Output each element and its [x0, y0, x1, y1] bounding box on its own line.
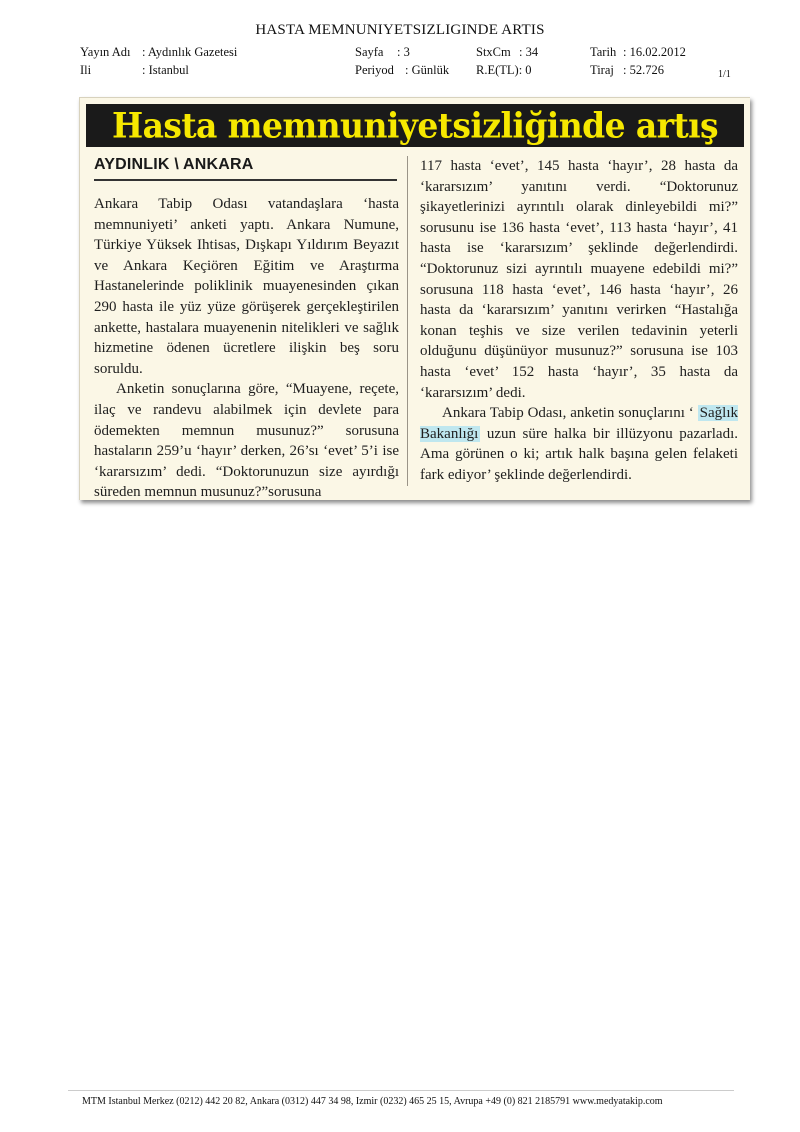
article-column-2: [420, 156, 738, 486]
meta-tiraj-value: : 52.726: [623, 63, 664, 77]
meta-ili: [80, 63, 189, 78]
column-divider: [407, 156, 408, 486]
page-count: 1/1: [718, 69, 731, 80]
paragraph: [420, 403, 738, 485]
text-segment: uzun süre halka bir illüzyonu pazarladı. Ama görünen o ki; artık halk başına gelen felaketi fark ediyor’ şeklinde değerlendirdi.: [420, 425, 738, 483]
headline: Hasta memnuniyetsizliğinde artış: [111, 105, 719, 146]
footer-rule: [68, 1090, 734, 1091]
text-segment: Ankara Tabip Odası, anketin sonuçlarını ‘: [442, 405, 698, 422]
byline: AYDINLIK \ ANKARA: [94, 156, 254, 173]
meta-re-label: R.E(TL): [476, 63, 519, 77]
document-title: HASTA MEMNUNIYETSIZLIGINDE ARTIS: [255, 22, 545, 38]
meta-tarih: [590, 45, 686, 60]
meta-yayin: [80, 45, 237, 60]
article-column-1: [94, 194, 399, 503]
meta-stxcm-label: StxCm: [476, 45, 511, 59]
footer-contact: MTM Istanbul Merkez (0212) 442 20 82, Ankara (0312) 447 34 98, Izmir (0232) 465 25 15, Avrupa +49 (0) 821 2185791 www.medyatakip.com: [82, 1096, 663, 1107]
paragraph: Anketin sonuçlarına göre, “Muayene, reçete, ilaç ve randevu alabilmek için devlete para ödemekten memnun musunuz?” sorusuna hastaların 259’u ‘hayır’ derken, 26’sı ‘evet’ 5’i ise ‘kararsızım’ dedi. “Doktorunuzun size ayırdığı süreden memnun musunuz?”sorusuna: [94, 381, 399, 501]
meta-yayin-label: Yayın Adı: [80, 45, 131, 59]
meta-tiraj: [590, 63, 664, 78]
meta-sayfa-value: : 3: [397, 45, 410, 59]
meta-tarih-label: Tarih: [590, 45, 617, 59]
meta-stxcm: [476, 45, 538, 60]
highlighted-term: Sağlık Bakanlığı: [420, 405, 738, 442]
meta-sayfa: [355, 45, 410, 60]
meta-sayfa-label: Sayfa: [355, 45, 384, 59]
meta-periyod: [355, 63, 449, 78]
headline-bar: [86, 104, 744, 147]
meta-ili-label: Ili: [80, 63, 92, 77]
meta-re-value: : 0: [518, 63, 532, 77]
meta-tarih-value: : 16.02.2012: [623, 45, 686, 59]
meta-tiraj-label: Tiraj: [590, 63, 614, 77]
paragraph: 117 hasta ‘evet’, 145 hasta ‘hayır’, 28 hasta da ‘kararsızım’ yanıtını verdi. “Doktorunuz şikayetlerinizi ayrıntılı olarak dinleyebildi mi?” sorusunu ise 136 hasta ‘evet’, 113 hasta ‘hayır’, 41 hasta ise ‘kararsızım’ şeklinde değerlendirdi. “Doktorunuz sizi ayrıntılı muayene edebildi mi?” sorusuna 118 hasta ‘evet’, 146 hasta ‘hayır’, 26 hasta da ‘kararsızım’ yanıtını verirken “Hastalığa konan teşhis ve size verilen tedavinin yeterli olduğunu düşünüyor musunuz?” sorusuna ise 103 hasta ‘evet’ 152 hasta ‘hayır’, 35 hasta da ‘kararsızım’ dedi.: [420, 158, 738, 401]
meta-yayin-value: : Aydınlık Gazetesi: [142, 45, 238, 59]
byline-rule: [94, 179, 397, 181]
news-clipping: [79, 97, 750, 500]
meta-periyod-value: : Günlük: [405, 63, 450, 77]
meta-periyod-label: Periyod: [355, 63, 394, 77]
paragraph: Ankara Tabip Odası vatandaşlara ‘hasta memnuniyeti’ anketi yaptı. Ankara Numune, Türkiye Yüksek Ihtisas, Dışkapı Yıldırım Beyazıt ve Ankara Keçiören Eğitim ve Araştırma Hastanelerinde poliklinik muayenesinden çıkan 290 hasta ile yüz yüze görüşerek gerçekleştirilen ankette, hastalara muayenenin nitelikleri ve sağlık hizmetine ödenen ücretlere ilişkin beş soru soruldu.: [94, 196, 399, 377]
meta-ili-value: : Istanbul: [142, 63, 189, 77]
meta-re: [476, 63, 532, 78]
meta-stxcm-value: : 34: [519, 45, 539, 59]
